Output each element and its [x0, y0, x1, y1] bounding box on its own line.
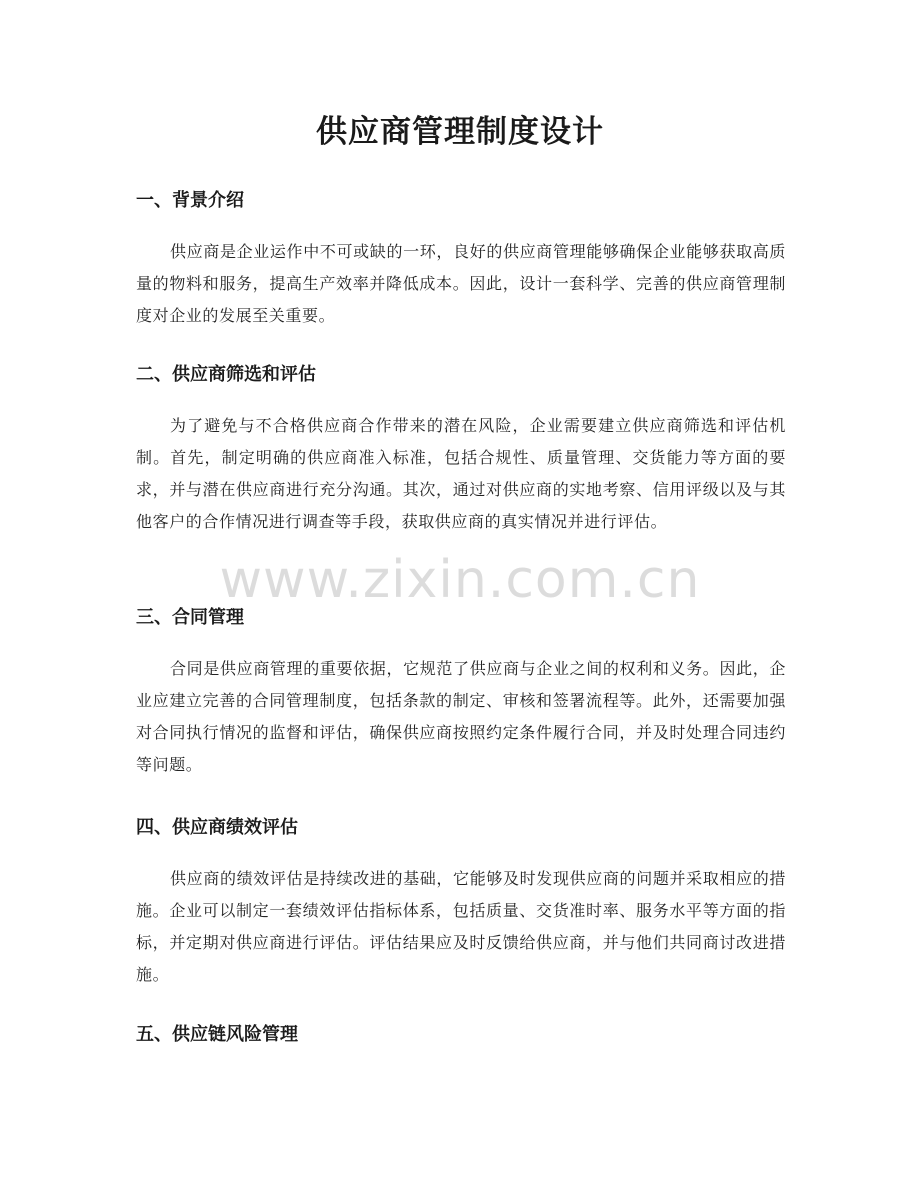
section-paragraph-screening: 为了避免与不合格供应商合作带来的潜在风险，企业需要建立供应商筛选和评估机制。首先，制定明确的供应商准入标准，包括合规性、质量管理、交货能力等方面的要求，并与潜在供应商进行充分沟通。其次，通过对供应商的实地考察、信用评级以及与其他客户的合作情况进行调查等手段，获取供应商的真实情况并进行评估。 [136, 416, 786, 531]
section-heading-performance: 四、供应商绩效评估 [136, 817, 298, 838]
watermark-text: www.zixin.com.cn [219, 550, 701, 610]
section-paragraph-performance: 供应商的绩效评估是持续改进的基础，它能够及时发现供应商的问题并采取相应的措施。企业可以制定一套绩效评估指标体系，包括质量、交货准时率、服务水平等方面的指标，并定期对供应商进行评估。评估结果应及时反馈给供应商，并与他们共同商讨改进措施。 [136, 869, 786, 984]
section-heading-background: 一、背景介绍 [136, 190, 244, 211]
section-paragraph-background: 供应商是企业运作中不可或缺的一环，良好的供应商管理能够确保企业能够获取高质量的物料和服务，提高生产效率并降低成本。因此，设计一套科学、完善的供应商管理制度对企业的发展至关重要。 [136, 242, 786, 325]
section-paragraph-contract: 合同是供应商管理的重要依据，它规范了供应商与企业之间的权利和义务。因此，企业应建立完善的合同管理制度，包括条款的制定、审核和签署流程等。此外，还需要加强对合同执行情况的监督和评估，确保供应商按照约定条件履行合同，并及时处理合同违约等问题。 [136, 659, 786, 774]
section-heading-contract: 三、合同管理 [136, 607, 244, 628]
section-heading-screening: 二、供应商筛选和评估 [136, 364, 316, 385]
section-heading-risk: 五、供应链风险管理 [136, 1024, 298, 1045]
page-title: 供应商管理制度设计 [316, 114, 604, 150]
